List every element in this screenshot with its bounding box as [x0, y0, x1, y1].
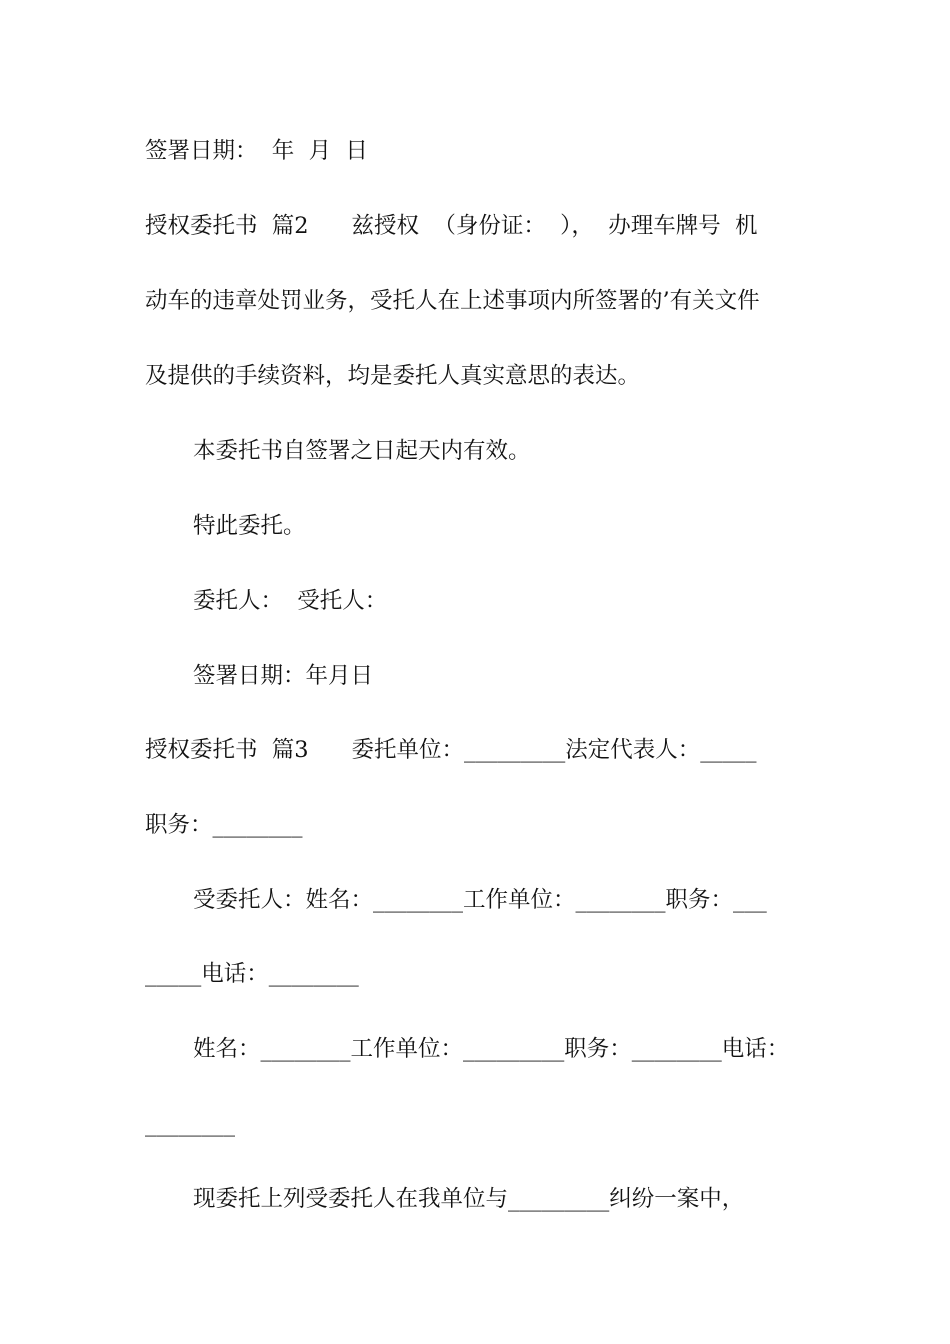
- text: 本委托书自签署之日起天内有效。: [193, 438, 531, 464]
- text: 姓名：________工作单位：_________职务：________电话：: [193, 1036, 790, 1062]
- text: 委托人： 受托人：: [193, 588, 388, 614]
- text: 授权委托书 篇2 兹授权 （身份证： ）， 办理车牌号 机: [145, 213, 758, 239]
- signing-date-line-2: [193, 661, 810, 691]
- text: 职务：________: [145, 812, 303, 838]
- authorization-letter-3-heading-line: [145, 735, 810, 765]
- second-trustee-line: [193, 1034, 810, 1064]
- text: 签署日期： 年 月 日: [145, 138, 368, 164]
- validity-line: [193, 436, 810, 466]
- second-trustee-phone-line: [145, 1109, 810, 1139]
- text: 及提供的手续资料，均是委托人真实意思的表达。: [145, 363, 641, 389]
- text: 受委托人：姓名：________工作单位：________职务：___: [193, 887, 767, 913]
- signing-date-line-1: [145, 136, 810, 166]
- text: _____电话：________: [145, 961, 359, 987]
- entrustment-statement-line: [193, 1184, 810, 1214]
- paragraph-line: [145, 361, 810, 391]
- closing-line: [193, 511, 810, 541]
- authorization-letter-2-heading-line: [145, 211, 810, 241]
- text: 签署日期：年月日: [193, 663, 374, 689]
- text: 授权委托书 篇3 委托单位：_________法定代表人：_____: [145, 737, 757, 763]
- trustee-line: [193, 885, 810, 915]
- text: 动车的违章处罚业务，受托人在上述事项内所签署的’有关文件: [145, 288, 760, 314]
- text: ________: [145, 1111, 235, 1137]
- signatories-line: [193, 586, 810, 616]
- text: 现委托上列受委托人在我单位与_________纠纷一案中，: [193, 1186, 745, 1212]
- trustee-phone-line: [145, 959, 810, 989]
- text: 特此委托。: [193, 513, 306, 539]
- position-line: [145, 810, 810, 840]
- paragraph-line: [145, 286, 810, 316]
